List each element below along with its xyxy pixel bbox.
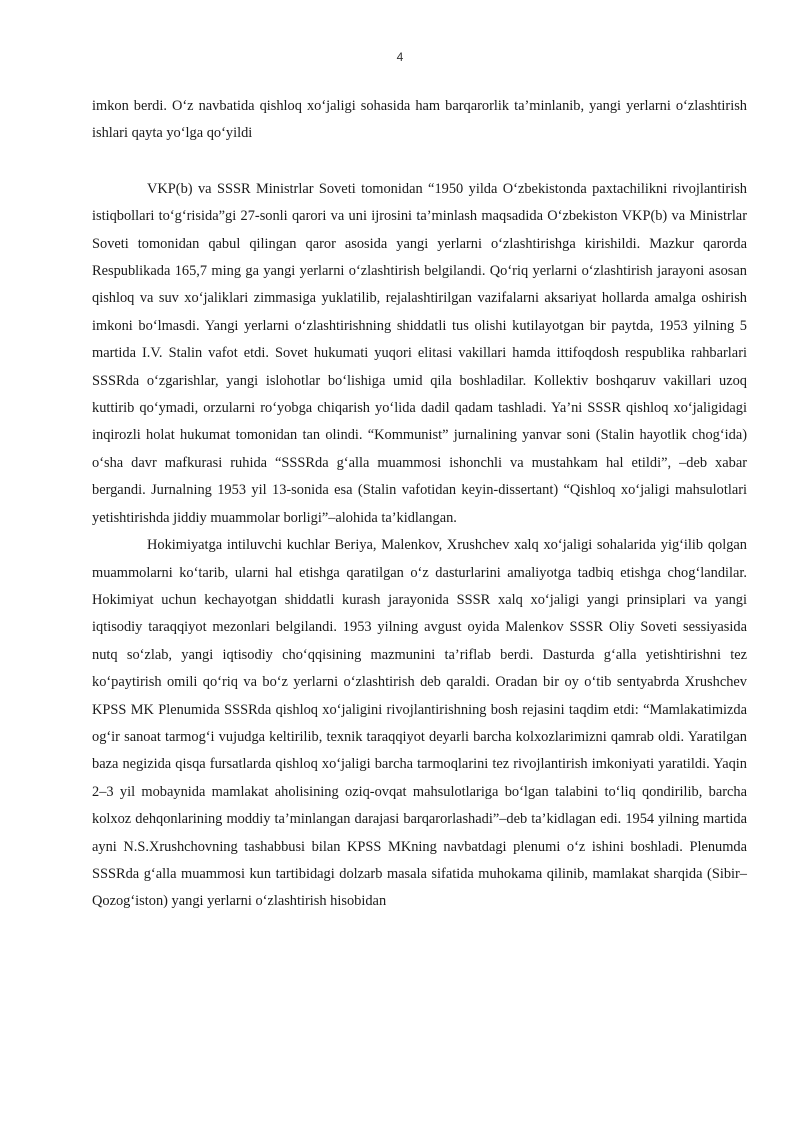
page-number: 4 — [396, 50, 404, 64]
paragraph-power-struggle: Hokimiyatga intiluvchi kuchlar Beriya, Malenkov, Xrushchev xalq xo‘jaligi sohalarida yig‘ilib qolgan muammolarni ko‘tarib, ularni hal etishga qaratilgan o‘z dasturlarini amaliyotga tadbiq etishga chog‘landilar. Hokimiyat uchun kechayotgan shiddatli kurash jarayonida SSSR xalq xo‘jaligi yangi prinsiplari va yangi iqtisodiy taraqqiyot mezonlari belgilandi. 1953 yilning avgust oyida Malenkov SSSR Oliy Soveti sessiyasida nutq so‘zlab, yangi iqtisodiy cho‘qqisining mazmunini ta’riflab berdi. Dasturda g‘alla yetishtirishni tez ko‘paytirish omili qo‘riq va bo‘z yerlarni o‘zlashtirish deb qaraldi. Oradan bir oy o‘tib sentyabrda Xrushchev KPSS MK Plenumida SSSRda qishloq xo‘jaligini rivojlantirishning bosh rejasini taqdim etdi: “Mamlakatimizda og‘ir sanoat tarmog‘i vujudga keltirilib, texnik taraqqiyot deyarli barcha kolxozlarimizni qamrab oldi. Yaratilgan baza negizida qisqa fursatlarda qishloq xo‘jaligi barcha tarmoqlarini tez rivojlantirish imkoniyati yaratildi. Yaqin 2–3 yil mobaynida mamlakat aholisining oziq-ovqat mahsulotlariga bo‘lgan talabini to‘liq qondirilib, barcha kolxoz dehqonlarining moddiy ta’minlangan darajasi barqarorlashadi”–deb ta’kidlagan edi. 1954 yilning martida ayni N.S.Xrushchovning tashabbusi bilan KPSS MKning navbatdagi plenumi o‘z ishini boshladi. Plenumda SSSRda g‘alla muammosi kun tartibidagi dolzarb masala sifatida muhokama qilinib, mamlakat sharqida (Sibir–Qozog‘iston) yangi yerlarni o‘zlashtirish hisobidan — [92, 537, 747, 910]
paragraph-vkp-decree: VKP(b) va SSSR Ministrlar Soveti tomonidan “1950 yilda O‘zbekistonda paxtachilikni rivojlantirish istiqbollari to‘g‘risida”gi 27-sonli qarori va uni ijrosini ta’minlash maqsadida O‘zbekiston VKP(b) va Ministrlar Soveti tomonidan qabul qilingan qaror asosida yangi yerlarni o‘zlashtirishga kirishildi. Mazkur qarorda Respublikada 165,7 ming ga yangi yerlarni o‘zlashtirish belgilandi. Qo‘riq yerlarni o‘zlashtirish jarayoni asosan qishloq va suv xo‘jaliklari zimmasiga yuklatilib, rejalashtirilgan vazifalarni aksariyat hollarda amalga oshirish imkoni bo‘lmasdi. Yangi yerlarni o‘zlashtirishning shiddatli tus olishi kutilayotgan bir paytda, 1953 yilning 5 martida I.V. Stalin vafot etdi. Sovet hukumati yuqori elitasi vakillari hamda ittifoqdosh respublika rahbarlari SSSRda o‘zgarishlar, yangi islohotlar bo‘lishiga umid qila boshladilar. Kollektiv boshqaruv vakillari uzoq kuttirib qo‘ymadi, orzularni ro‘yobga chiqarish yo‘lida dadil qadam tashladi. Ya’ni SSSR qishloq xo‘jaligidagi inqirozli holat hukumat tomonidan tan olindi. “Kommunist” jurnalining yanvar soni (Stalin hayotlik chog‘ida) o‘sha davr mafkurasi ruhida “SSSRda g‘alla muammosi ishonchli va mustahkam hal etildi”, –deb xabar bergandi. Jurnalning 1953 yil 13-sonida esa (Stalin vafotidan keyin-dissertant) “Qishloq xo‘jaligi mahsulotlari yetishtirishda jiddiy muammolar borligi”–alohida ta’kidlangan. — [92, 180, 747, 526]
paragraph-continuation: imkon berdi. O‘z navbatida qishloq xo‘jaligi sohasida ham barqarorlik ta’minlanib, yangi yerlarni o‘zlashtirish ishlari qayta yo‘lga qo‘yildi — [92, 98, 747, 142]
document-body — [92, 93, 747, 916]
